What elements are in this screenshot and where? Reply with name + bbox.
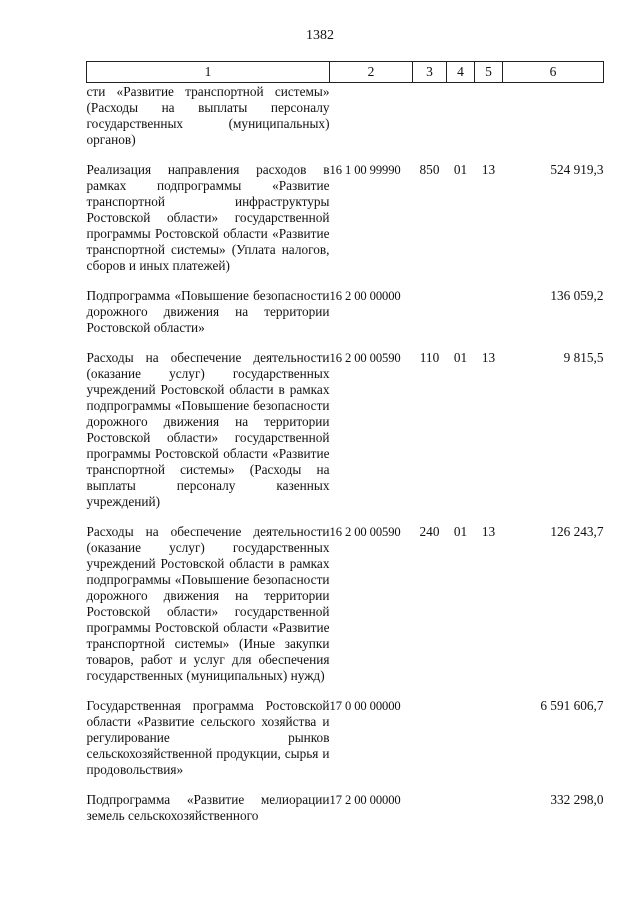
row-description: сти «Развитие транспортной системы» (Расходы на выплаты персоналу государственных (муниципальных) органов): [86, 84, 330, 147]
row-description: Расходы на обеспечение деятельности (оказание услуг) государственных учреждений Ростовской области в рамках подпрограммы «Повышение безопасности дорожного движения на территории Ростовской области» государственной программы Ростовской области «Развитие транспортной системы» (Расходы на выплаты персоналу казенных учреждений): [86, 350, 330, 509]
row-amount: 524 919,3: [550, 162, 604, 177]
table-row: [87, 684, 604, 778]
row-subsection: [475, 274, 503, 336]
row-target-code: 17 0 00 00000: [329, 699, 401, 713]
column-header: 3: [413, 62, 447, 83]
budget-table: [86, 61, 604, 824]
table-row: [87, 778, 604, 824]
row-target-code: 16 2 00 00590: [329, 351, 401, 365]
row-section: 01: [453, 162, 468, 177]
row-description: Подпрограмма «Развитие мелиорации земель сельскохозяйственного: [86, 792, 330, 823]
column-header: 6: [503, 62, 604, 83]
table-row: [87, 510, 604, 684]
table-row: [87, 83, 604, 149]
row-description: Государственная программа Ростовской области «Развитие сельского хозяйства и регулирование рынков сельскохозяйственной продукции, сырья и продовольствия»: [86, 698, 330, 777]
row-amount: [503, 83, 604, 149]
row-subsection: 13: [481, 524, 496, 539]
column-header: 5: [475, 62, 503, 83]
row-expense-type: [413, 274, 447, 336]
row-expense-type: [413, 778, 447, 824]
table-row: [87, 274, 604, 336]
page-number: 1382: [306, 28, 334, 43]
header-row: [87, 62, 604, 83]
row-expense-type: [413, 83, 447, 149]
row-expense-type: [413, 684, 447, 778]
row-section: [447, 274, 475, 336]
row-target-code: [330, 83, 413, 149]
row-subsection: [475, 83, 503, 149]
row-target-code: 16 2 00 00000: [329, 289, 401, 303]
row-subsection: 13: [481, 350, 496, 365]
row-target-code: 16 2 00 00590: [329, 525, 401, 539]
row-target-code: 16 1 00 99990: [329, 163, 401, 177]
row-section: [447, 778, 475, 824]
column-header: 1: [87, 62, 330, 83]
row-subsection: 13: [481, 162, 496, 177]
row-amount: 126 243,7: [550, 524, 604, 539]
row-description: Реализация направления расходов в рамках подпрограммы «Развитие транспортной инфраструктуры Ростовской области» государственной программы Ростовской области «Развитие транспортной системы» (Уплата налогов, сборов и иных платежей): [86, 162, 330, 273]
row-section: 01: [453, 524, 468, 539]
row-section: 01: [453, 350, 468, 365]
row-amount: 136 059,2: [550, 288, 604, 303]
row-amount: 332 298,0: [550, 792, 604, 807]
row-amount: 6 591 606,7: [540, 698, 604, 713]
row-target-code: 17 2 00 00000: [329, 793, 401, 807]
row-section: [447, 83, 475, 149]
table-row: [87, 336, 604, 510]
row-amount: 9 815,5: [563, 350, 604, 365]
row-section: [447, 684, 475, 778]
row-subsection: [475, 684, 503, 778]
row-expense-type: 110: [419, 350, 440, 365]
row-expense-type: 240: [419, 524, 440, 539]
column-header: 2: [330, 62, 413, 83]
column-header: 4: [447, 62, 475, 83]
row-description: Расходы на обеспечение деятельности (оказание услуг) государственных учреждений Ростовской области в рамках подпрограммы «Повышение безопасности дорожного движения на территории Ростовской области» государственной программы Ростовской области «Развитие транспортной системы» (Иные закупки товаров, работ и услуг для обеспечения государственных (муниципальных) нужд): [86, 524, 330, 683]
table-row: [87, 148, 604, 274]
row-subsection: [475, 778, 503, 824]
row-expense-type: 850: [419, 162, 440, 177]
row-description: Подпрограмма «Повышение безопасности дорожного движения на территории Ростовской области»: [86, 288, 330, 335]
